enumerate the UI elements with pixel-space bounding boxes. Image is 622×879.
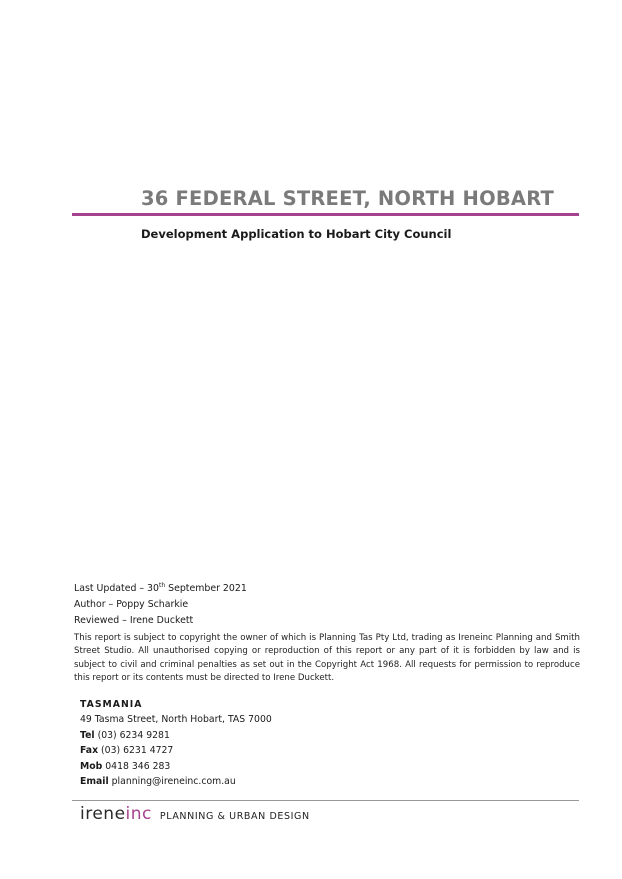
copyright-notice: This report is subject to copyright the owner of which is Planning Tas Pty Ltd, trading as Ireneinc Planning and Smith Street Studio. All unauthorised copying or reproduction of this report or any part of it is forbidden by law and is subject to civil and criminal penalties as set out in the Copyright Act 1968. All requests for permission to reproduce this report or its contents must be directed to Irene Duckett.	[74, 633, 580, 684]
contact-block	[80, 697, 272, 789]
contact-address: 49 Tasma Street, North Hobart, TAS 7000	[80, 714, 272, 726]
contact-region: TASMANIA	[80, 699, 143, 710]
contact-tel: Tel (03) 6234 9281	[80, 729, 170, 741]
report-meta	[74, 581, 247, 629]
author: Author – Poppy Scharkie	[74, 599, 189, 610]
contact-email: Email planning@ireneinc.com.au	[80, 775, 236, 787]
footer	[80, 804, 310, 826]
last-updated: Last Updated – 30th September 2021	[74, 582, 247, 594]
footer-divider	[72, 800, 579, 801]
footer-tagline: PLANNING & URBAN DESIGN	[159, 811, 310, 822]
title-divider	[72, 213, 579, 216]
reviewer: Reviewed – Irene Duckett	[74, 615, 194, 626]
ireneinc-logo: ireneinc	[80, 804, 152, 824]
contact-fax: Fax (03) 6231 4727	[80, 745, 174, 757]
document-subtitle: Development Application to Hobart City Council	[141, 227, 452, 241]
contact-mobile: Mob 0418 346 283	[80, 760, 171, 772]
document-title: 36 FEDERAL STREET, NORTH HOBART	[141, 187, 555, 210]
